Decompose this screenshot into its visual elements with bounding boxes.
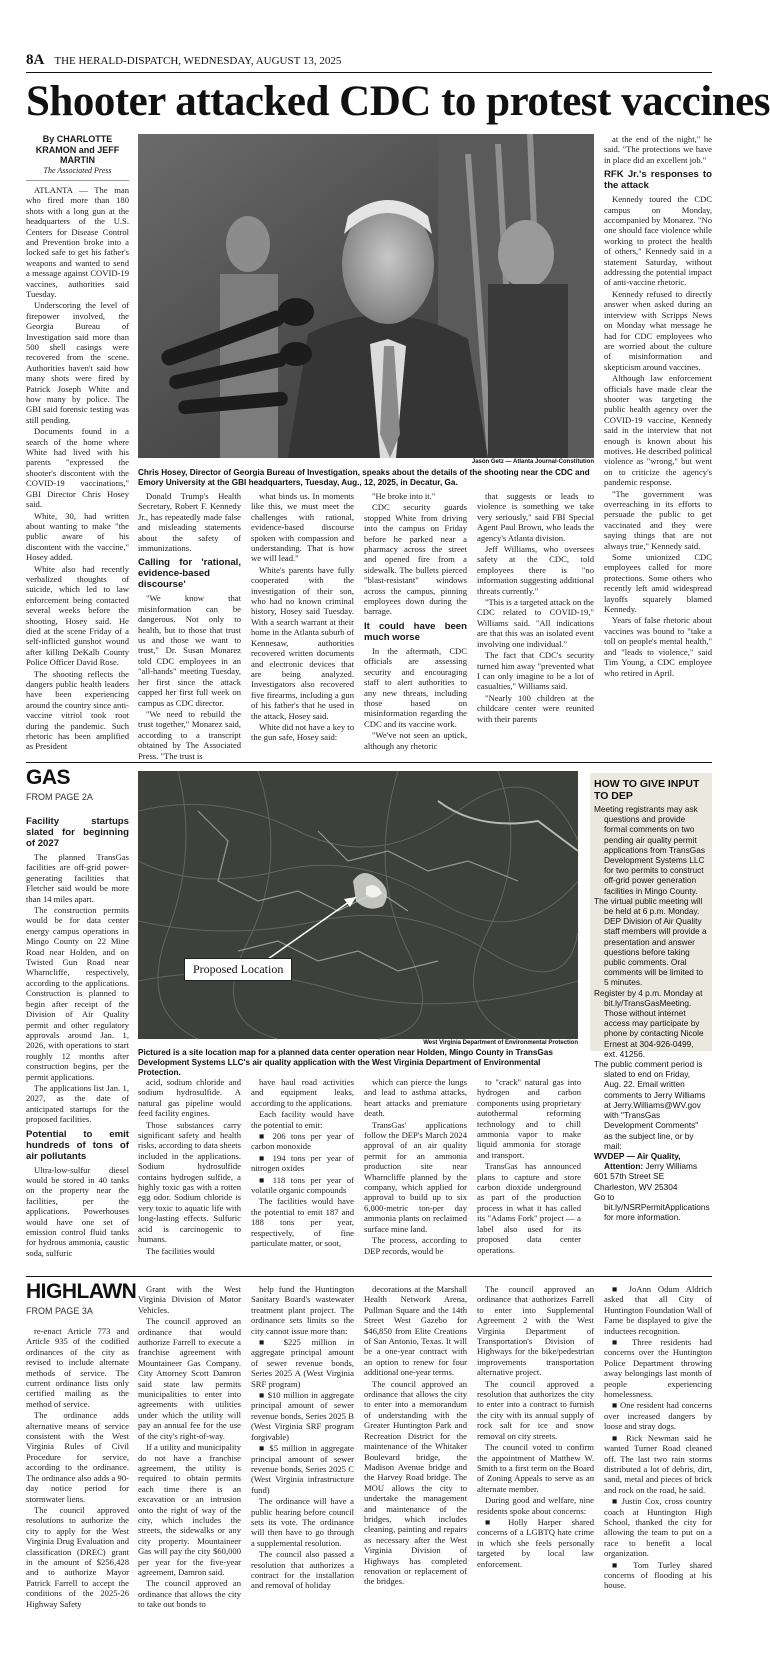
gas-section-rule <box>26 762 712 763</box>
top-rule <box>26 72 712 73</box>
highlawn-col1-paras <box>26 1326 129 1609</box>
paragraph: "This is a targeted attack on the CDC related to COVID-19," Williams said. "All indications are that this was an isolated event involving one individual." <box>477 597 594 649</box>
gas-column-4 <box>364 1077 467 1259</box>
paragraph: Register by 4 p.m. Monday at bit.ly/TransGasMeeting. Those without internet access may participate by phone by contacting Nicole Ernest at 304-926-0499, ext. 41256. <box>594 987 704 1059</box>
story-col2-paras <box>138 491 241 553</box>
highlawn-col4-paras <box>364 1284 467 1587</box>
paragraph: to "crack" natural gas into hydrogen and carbon components using proprietary autothermal reforming technology and to chill ammonia vapor to make liquid ammonia for storage and transport. <box>477 1077 581 1160</box>
folio <box>26 52 341 69</box>
paragraph: The council approved an ordinance that authorizes Farrell to enter into Supplemental Agreement 2 with the West Virginia Department of Transportation's Division of Highways for the bike/pedestrian improvements transportation alternative project. <box>477 1284 594 1378</box>
paragraph: The process, according to DEP records, would be <box>364 1235 467 1256</box>
paragraph: "We know that misinformation can be dangerous. Not only to health, but to those that trust us and those we want to trust," Dr. Susan Monarez told CDC employees in an "all-hands" meeting Tuesday, her first since the attack capped her first full week on campus as CDC director. <box>138 593 241 708</box>
paragraph: The ordinance adds alternative means of service consistent with the West Virginia Rules of Civil Procedure for service, according to the ordinance. The ordinance also adds a 90-day notice period for stormwater liens. <box>26 1410 129 1504</box>
paragraph: The ordinance will have a public hearing before council sets its vote. The ordinance will then have to go through a supplemental resolution. <box>251 1496 354 1548</box>
story-column-5 <box>477 491 594 741</box>
paragraph: decorations at the Marshall Health Network Arena, Pullman Square and the 14th Street West Gazebo for $46,850 from Elite Creations of San Antonio, Texas. It will be a one-year contract with an option to renew for four additional one-year terms. <box>364 1284 467 1378</box>
photo-caption: Chris Hosey, Director of Georgia Bureau of Investigation, speaks about the details of the shooting near the CDC and Emory University at the GBI headquarters, Tuesday, Aug., 12, 2025, in Decatur, Ga. <box>138 468 590 487</box>
paragraph: The council approved resolutions to authorize the city to apply for the West Virginia Drug Evaluation and classification (DREC) grant in the amount of $256,428 and to authorize Mayor Patrick Farrell to accept the conditions of the 2025-26 Highway Safety <box>26 1504 129 1609</box>
sidebar-more-info: Go to bit.ly/NSRPermitApplications for more information. <box>594 1191 710 1223</box>
paragraph: Some unionized CDC employees called for more protections. Some others who recently left amid widespread layoffs squarely blamed Kennedy. <box>604 552 712 615</box>
paragraph: CDC security guards stopped White from driving into the campus on Friday before he parked near a pharmacy across the street and opened fire from a sidewalk. The bullets pierced "blast-resistant" windows across the campus, pinning employees down during the barrage. <box>364 502 467 617</box>
gas-col3-paras <box>251 1077 354 1249</box>
paragraph: ■ JoAnn Odum Aldrich asked that all City of Huntington Foundation Wall of Fame be displayed to give the inductees recognition. <box>604 1284 712 1336</box>
highlawn-col6-paras <box>604 1284 712 1591</box>
paragraph: ■ 118 tons per year of volatile organic compounds <box>251 1174 354 1196</box>
satellite-map-image <box>138 771 578 1039</box>
story-column-3 <box>251 491 354 741</box>
press-conference-image <box>138 134 594 458</box>
highlawn-title: HIGHLAWN <box>26 1280 137 1303</box>
paragraph: Donald Trump's Health Secretary, Robert F. Kennedy Jr., has repeatedly made false and misleading statements about the safety of immunizations. <box>138 491 241 554</box>
paragraph: ■ Holly Harper shared concerns of a LGBTQ hate crime in which she feels personally targeted by local law enforcement. <box>477 1516 594 1569</box>
paragraph: ■ $5 million in aggregate principal amount of sewer revenue bonds, Series 2025 C (West Virginia infrastructure fund) <box>251 1443 354 1495</box>
paragraph: Meeting registrants may ask questions and provide formal comments on two pending air quality permit applications from TransGas Development Systems LLC for two permits to construct off-grid power generation facilities in Mingo County. <box>594 804 705 896</box>
paragraph: Kennedy toured the CDC campus on Monday, accompanied by Monarez. "No one should face violence while working to protect the health of others," Kennedy said in a statement Saturday, without addressing the potential impact of anti-vaccine rhetoric. <box>604 194 712 288</box>
paragraph: ■ 206 tons per year of carbon monoxide <box>251 1131 354 1152</box>
paragraph: White also had recently verbalized thoughts of suicide, which led to law enforcement being contacted several weeks before the shooting, Hosey said. He died at the scene Friday of a self-inflicted gunshot wound after killing DeKalb County Police Officer David Rose. <box>26 563 129 668</box>
story-col1-paras <box>26 185 129 752</box>
sidebar-paras <box>594 804 708 1151</box>
paragraph: ■ Rick Newman said he wanted Turner Road cleaned off. The last two rain storms distributed a lot of debris, dirt, sand, metal and pieces of brick and rock on the road, he said. <box>604 1432 712 1495</box>
sidebar-address-city: Charleston, WV 25304 <box>594 1181 678 1192</box>
paragraph: TransGas has announced plans to capture and store carbon dioxide underground as part of the production process in what it has called its "Adams Fork" project — a label also used for its proposed data center operations. <box>477 1161 581 1255</box>
paragraph: The construction permits would be for data center energy campus operations in Mingo County on 22 Mine Road near Holden, and on Twisted Gun Road near Wharncliffe, respectively, according to the applications. Construction is planned to begin after receipt of the Division of Air Quality permit and other regulatory approvals around Jan. 1, 2026, with operations to start roughly 12 months after construction begins, per the permit applications. <box>26 905 129 1082</box>
story-col6a-paras <box>604 134 712 165</box>
highlawn-col5-paras <box>477 1284 594 1569</box>
sidebar-title: HOW TO GIVE INPUT TO DEP <box>594 778 700 802</box>
subhead-potential-emit: Potential to emit hundreds of tons of air pollutants <box>26 1128 129 1162</box>
map-proposed-location-label: Proposed Location <box>184 958 292 981</box>
paragraph: that suggests or leads to violence is something we take very seriously," said FBI Special Agent Paul Brown, who leads the agency's Atlanta division. <box>477 491 594 543</box>
story-col5-paras <box>477 491 594 724</box>
paragraph: have haul road activities and equipment leaks, according to the applications. <box>251 1077 354 1108</box>
gas-col1b-paras <box>26 1165 129 1259</box>
paragraph: The virtual public meeting will be held at 6 p.m. Monday. DEP Division of Air Quality staff members will provide a presentation and answer questions before taking public comments. Oral comments will be limited to 5 minutes. <box>594 895 707 988</box>
shooting-press-photo <box>138 134 594 458</box>
subhead-much-worse: It could have been much worse <box>364 620 467 643</box>
paragraph: Years of false rhetoric about vaccines was bound to "take a toll on people's mental health," and "leads to violence," said Tim Young, a CDC employee who retired in April. <box>604 615 712 678</box>
story-col4-paras <box>364 491 467 617</box>
paragraph: "We need to rebuild the trust together," Monarez said, according to a transcript obtained by The Associated Press. "The trust is <box>138 708 241 761</box>
page-number: 8A <box>26 52 45 68</box>
paragraph: Although law enforcement officials have made clear the shooter was targeting the public health agency over the COVID-19 vaccine, Kennedy said in the interview that not enough is known about his motives. He described political violence as "wrong," but went on to criticize the agency's pandemic response. <box>604 373 712 488</box>
sidebar-address-street: 601 57th Street SE <box>594 1171 665 1182</box>
paragraph: The public comment period is slated to end on Friday, Aug. 22. Email written comments to Jerry Williams at Jerry.Williams@WV.gov with "TransGas Development Comments" as the subject line, or by mail: <box>594 1059 706 1151</box>
main-headline: Shooter attacked CDC to protest vaccines <box>26 78 770 125</box>
paragraph: The council approved an ordinance that allows the city to enter into a memorandum of understanding with the Greater Huntington Park and Recreation District for the maintenance of the Whitaker Boulevard bridge, the Madison Avenue bridge and the Harvey Road bridge. The MOU allows the city to undertake the management and maintenance of the bridges, which includes cleaning, painting and repairs as necessary after the West Virginia Division of Highways has completed renovation or replacement of the bridges. <box>364 1378 467 1587</box>
paragraph: "He broke into it." <box>372 491 436 501</box>
gas-col1a-paras <box>26 852 129 1125</box>
paragraph: The council approved an ordinance that would authorize Farrell to execute a franchise agreement with Mountaineer Gas Company. City Attorney Scott Damron said state law permits municipalities to enter into agreements with utilities under which the utility will pay an annual fee for the use of the city's right-of-way. <box>138 1316 241 1441</box>
paragraph: "Nearly 100 children at the childcare center were reunited with their parents <box>477 692 594 724</box>
paragraph: ■ Justin Cox, cross country coach at Huntington High School, thanked the city for allowing the team to put on a race to benefit a local organization. <box>604 1496 712 1559</box>
subhead-rational-discourse: Calling for 'rational, evidence-based discourse' <box>138 557 241 591</box>
sidebar-address-name: Jerry Williams <box>645 1161 698 1172</box>
highlawn-section-rule <box>26 1276 712 1277</box>
paragraph: White did not have a key to the gun safe, Hosey said: <box>251 721 354 743</box>
paragraph: The council voted to confirm the appointment of Matthew W. Smith to a first term on the Board of Zoning Appeals to serve as an alternate member. <box>477 1442 594 1494</box>
paragraph: The planned TransGas facilities are off-grid power-generating facilities that Fletcher said would be more than 14 miles apart. <box>26 852 129 904</box>
paragraph: Those substances carry significant safety and health risks, according to data sheets included in the applications. Sodium hydrosulfide contains hydrogen sulfide, a highly toxic gas with a rotten egg odor. Sodium chloride is very toxic to aquatic life with long-lasting effects. Sulfuric acid is carcinogenic to humans. <box>138 1119 241 1245</box>
gas-column-2 <box>138 1077 241 1259</box>
story-column-4 <box>364 491 467 751</box>
gas-column-5 <box>477 1077 581 1259</box>
paragraph: The facilities would <box>146 1245 215 1256</box>
paragraph: ■ $225 million in aggregate principal amount of sewer revenue bonds, Series 2025 A (West Virginia SRF program) <box>251 1337 354 1389</box>
paragraph: The council approved an ordinance that allows the city to take out bonds to <box>138 1578 241 1610</box>
paragraph: Grant with the West Virginia Division of Motor Vehicles. <box>138 1284 241 1315</box>
paragraph: at the end of the night," he said. "The protections we have in place did an excellent job." <box>604 134 712 165</box>
story-col2b-paras <box>138 593 241 761</box>
paragraph: which can pierce the lungs and lead to asthma attacks, heart attacks and premature death. <box>364 1077 467 1119</box>
paragraph: "The government was overreaching in its efforts to persuade the public to get vaccinated and they were saying things that are not always true," Kennedy said. <box>604 488 712 551</box>
paragraph: ■ Tom Turley shared concerns of flooding at his house. <box>604 1559 712 1591</box>
story-col4b-paras <box>364 646 467 751</box>
byline-agency: The Associated Press <box>26 166 129 181</box>
highlawn-col2-paras <box>138 1284 241 1610</box>
subhead-rfk-responses: RFK Jr.'s responses to the attack <box>604 169 712 192</box>
highlawn-column-2 <box>138 1284 241 1644</box>
highlawn-column-4 <box>364 1284 467 1644</box>
highlawn-column-1 <box>26 1326 129 1644</box>
highlawn-column-6 <box>604 1284 712 1644</box>
paragraph: Documents found in a search of the home where White had lived with his parents "expressed the shooter's discontent with the COVID-19 vaccinations," GBI Director Chris Hosey said. <box>26 426 129 510</box>
paragraph: re-enact Article 773 and Article 935 of the codified ordinances of the city as revised to include alternate methods of service. The current ordinance lists only certified mailing as the method of service. <box>26 1326 129 1409</box>
gas-column-1 <box>26 812 129 1258</box>
paragraph: TransGas' applications follow the DEP's March 2024 approval of an air quality permit for an ammonia production site near Wharncliffe planned by the company, which applied for approval to build up to six 6,000-metric ton-per day ammonia plants on reclaimed surface mine land. <box>364 1119 467 1234</box>
paragraph: The applications list Jan. 1, 2027, as the date of anticipated startups for the proposed facilities. <box>26 1082 129 1125</box>
gas-column-3 <box>251 1077 354 1259</box>
paragraph: Jeff Williams, who oversees safety at the CDC, told employees there is "no information suggesting additional threats currently." <box>477 544 594 596</box>
paragraph: White, 30, had written about wanting to make "the public aware of his discontent with the vaccine," Hosey added. <box>26 510 129 563</box>
sidebar-address-bold: WVDEP — Air Quality, Attention: <box>594 1150 681 1172</box>
gas-title: GAS <box>26 766 71 789</box>
paragraph: Underscoring the level of firepower involved, the Georgia Bureau of Investigation said more than 500 shell casings were recovered from the scene. Authorities haven't said how many shots were fired by Patrick Joseph White and how many by police. The GBI said forensic testing was still pending. <box>26 300 129 425</box>
paragraph: White's parents have fully cooperated with the investigation of their son, who had no known criminal history, Hosey said Tuesday. With a search warrant at their home in the Atlanta suburb of Kennesaw, authorities recovered written documents and electronic devices that are being analyzed. Investigators also recovered five firearms, including a gun of his father's that he used in the attack, Hosey said. <box>251 564 354 721</box>
paragraph: During good and welfare, nine residents spoke about concerns: <box>477 1495 594 1516</box>
gas-col4-paras <box>364 1077 467 1256</box>
gas-col5-paras <box>477 1077 581 1255</box>
story-col3-paras <box>251 491 354 743</box>
paragraph: ■ 194 tons per year of nitrogen oxides <box>251 1152 354 1174</box>
dep-input-sidebar <box>590 773 712 1223</box>
highlawn-from-page: FROM PAGE 3A <box>26 1306 93 1316</box>
map-credit: West Virginia Department of Environmental Protection <box>423 1040 578 1046</box>
story-column-1 <box>26 134 129 752</box>
paper-date-line: THE HERALD-DISPATCH, WEDNESDAY, AUGUST 13, 2025 <box>54 55 342 67</box>
photo-credit: Jason Getz — Atlanta Journal-Constitution <box>471 459 594 465</box>
highlawn-column-3 <box>251 1284 354 1644</box>
paragraph: "We've not seen an uptick, although any rhetoric <box>364 730 467 751</box>
highlawn-col3-paras <box>251 1284 354 1591</box>
subhead-facility-startups: Facility startups slated for beginning of 2027 <box>26 816 129 849</box>
paragraph: acid, sodium chloride and sodium hydrosulfide. A natural gas pipeline would feed facility engines. <box>138 1077 241 1119</box>
paragraph: ■ Three residents had concerns over the Huntington Police Department throwing away belongings last month of people experiencing homelessness. <box>604 1337 712 1400</box>
site-location-map <box>138 771 578 1039</box>
paragraph: The facilities would have the potential to emit 187 and 188 tons per year, respectively, of fine particulate matter, or soot, <box>251 1196 354 1249</box>
paragraph: If a utility and municipality do not have a franchise agreement, the utility is required to obtain permits each time there is an excavation or an intrusion onto the right of way of the city, which includes the streets, the sidewalks or any city property. Mountaineer Gas will pay the city $60,000 per year for the five-year agreement, Damron said. <box>138 1442 241 1577</box>
paragraph: The shooting reflects the dangers public health leaders have been experiencing around the country since anti-vaccine vitriol took root during the pandemic. Such rhetoric has been amplified as President <box>26 668 129 752</box>
paragraph: In the aftermath, CDC officials are assessing security and encouraging staff to alert authorities to any new threats, including those based on misinformation regarding the CDC and its vaccine work. <box>364 645 467 729</box>
paragraph: The council approved a resolution that authorizes the city to enter into a contract to furnish the city with its annual supply of rock salt for ice and snow removal on city streets. <box>477 1378 594 1441</box>
story-column-2 <box>138 491 241 761</box>
byline: By CHARLOTTE KRAMON and JEFF MARTIN <box>35 134 120 165</box>
paragraph: help fund the Huntington Sanitary Board's wastewater treatment plant project. The ordinance sets limits so the city cannot issue more than: <box>251 1284 354 1336</box>
paragraph: Ultra-low-sulfur diesel would be stored in 40 tanks on the property near the facilities, per the applications. Powerhouses would have one set of emission control fluid tanks for hydrous ammonia, caustic soda, sulfuric <box>26 1164 129 1258</box>
paragraph: ■ $10 million in aggregate principal amount of sewer revenue bonds, Series 2025 B (West Virginia SRF program forgivable) <box>251 1390 354 1442</box>
highlawn-column-5 <box>477 1284 594 1644</box>
story-col6b-paras <box>604 194 712 678</box>
paragraph: ATLANTA — The man who fired more than 180 shots with a long gun at the headquarters of the U.S. Centers for Disease Control and Prevention broke into a locked safe to get his father's weapons and wanted to send a message against COVID-19 vaccines, authorities said Tuesday. <box>26 184 129 299</box>
paragraph: The council also passed a resolution that authorizes a contract for the installation and removal of holiday <box>251 1549 354 1591</box>
story-column-6 <box>604 134 712 741</box>
paragraph: Each facility would have the potential to emit: <box>251 1109 354 1130</box>
paragraph: Kennedy refused to directly answer when asked during an interview with Scripps News on Monday what message he had for CDC employees who are worried about the culture of misinformation and skepticism around vaccines. <box>604 288 712 372</box>
map-caption: Pictured is a site location map for a planned data center operation near Holden, Mingo County in TransGas Development Systems LLC's air quality application with the West Virginia Department of Environmental Protection. <box>138 1048 553 1077</box>
paragraph: ■ One resident had concerns over increased dangers by loose and stray dogs. <box>604 1400 712 1432</box>
paragraph: what binds us. In moments like this, we must meet the challenges with rational, evidence-based discourse spoken with compassion and understanding. That is how we will lead." <box>251 491 354 564</box>
paragraph: The fact that CDC's security turned him away "prevented what I can only imagine to be a lot of casualties," Williams said. <box>477 650 594 692</box>
gas-col2-paras <box>138 1077 241 1256</box>
gas-from-page: FROM PAGE 2A <box>26 792 93 802</box>
